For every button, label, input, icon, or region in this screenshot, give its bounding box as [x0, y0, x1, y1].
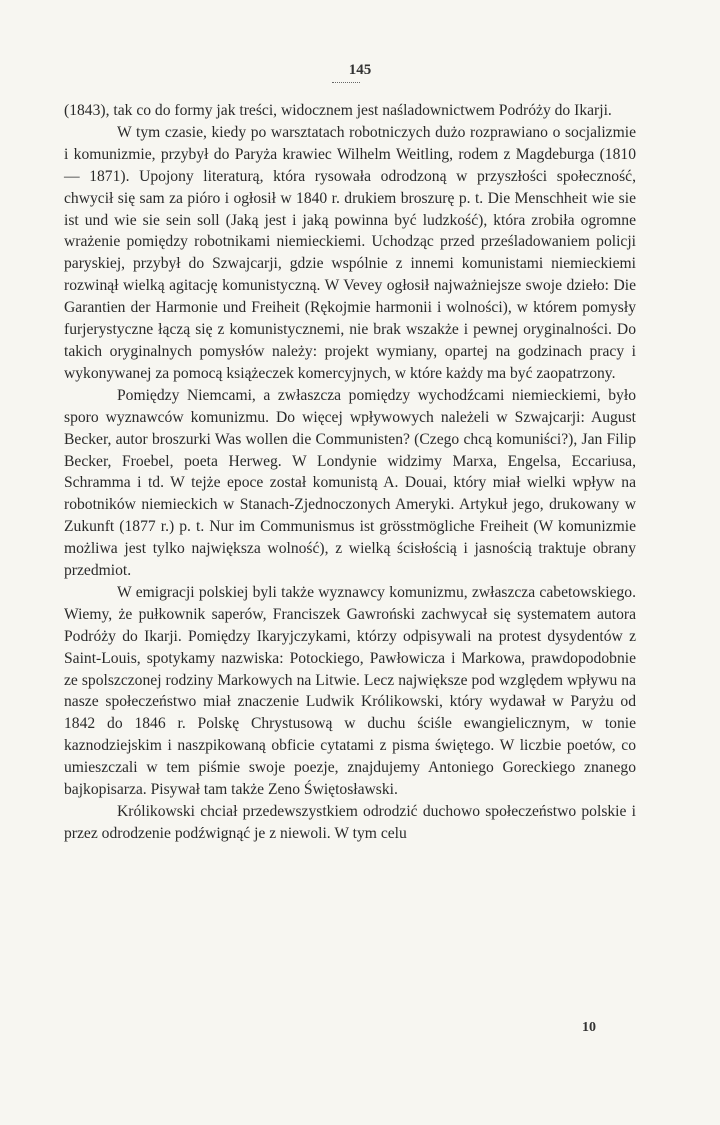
paragraph-weitling: W tym czasie, kiedy po warsztatach robotniczych dużo rozprawiano o socjalizmie i komunizmie, przybył do Paryża krawiec Wilhelm Weitling, rodem z Magdeburga (1810 — 1871). Upojony literaturą, która rysowała odrodzoną w przyszłości społeczność, chwycił się sam za pióro i ogłosił w 1840 r. drukiem broszurę p. t. Die Menschheit wie sie ist und wie sie sein soll (Jaką jest i jaką powinna być ludzkość), która zrobiła ogromne wrażenie pomiędzy robotnikami niemieckiemi. Uchodząc przed prześladowaniem policji paryskiej, przybył do Szwajcarji, gdzie wspólnie z innemi komunistami niemieckiemi rozwinął wielką agitację komunistyczną. W Vevey ogłosił najważniejsze swoje dzieło: Die Garantien der Harmonie und Freiheit (Rękojmie harmonii i wolności), w którem pomysły furjerystyczne łączą się z komunistycznemi, nie brak wszakże i pewnej oryginalności. Do takich oryginalnych pomysłów należy: projekt wymiany, opartej na godzinach pracy i wykonywanej za pomocą książeczek komercyjnych, w które każdy ma być zaopatrzony. [64, 123, 636, 382]
page-number-underline [332, 82, 360, 83]
paragraph-continuation: (1843), tak co do formy jak treści, widocznem jest naśladownictwem Podróży do Ikarji. [64, 102, 612, 119]
body-text [64, 100, 636, 845]
page-number: 145 [348, 62, 372, 78]
printer-signature-mark: 10 [582, 1020, 596, 1035]
paragraph-polish-emigration: W emigracji polskiej byli także wyznawcy komunizmu, zwłaszcza cabetowskiego. Wiemy, że pułkownik saperów, Franciszek Gawroński zachwycał się systematem autora Podróży do Ikarji. Pomiędzy Ikaryjczykami, którzy odpisywali na protest dysydentów z Saint-Louis, spotykamy nazwiska: Potockiego, Pawłowicza i Markowa, prawdopodobnie ze spolszczonej rodziny Markowych na Litwie. Lecz największe pod względem wpływu na nasze społeczeństwo miał znaczenie Ludwik Królikowski, który wydawał w Paryżu od 1842 do 1846 r. Polskę Chrystusową w duchu ściśle ewangielicznym, w tonie kaznodziejskim i naszpikowaną obficie cytatami z pisma świętego. W liczbie poetów, co umieszczali w tem piśmie swoje poezje, znajdujemy Antoniego Goreckiego znanego bajkopisarza. Pisywał tam także Zeno Świętosławski. [64, 583, 636, 799]
paragraph-german-communists: Pomiędzy Niemcami, a zwłaszcza pomiędzy wychodźcami niemieckiemi, było sporo wyznawców komunizmu. Do więcej wpływowych należeli w Szwajcarji: August Becker, autor broszurki Was wollen die Communisten? (Czego chcą komuniści?), Jan Filip Becker, Froebel, poeta Herweg. W Londynie widzimy Marxa, Engelsa, Eccariusa, Schramma i td. W tejże epoce został komunistą A. Douai, który miał wielki wpływ na robotników niemieckich w Stanach-Zjednoczonych Ameryki. Artykuł jego, drukowany w Zukunft (1877 r.) p. t. Nur im Communismus ist grösstmögliche Freiheit (W komunizmie możliwa jest tylko największa wolność), z wielką ścisłością i jasnością traktuje obrany przedmiot. [64, 386, 636, 580]
paragraph-krolikowski: Królikowski chciał przedewszystkiem odrodzić duchowo społeczeństwo polskie i przez odrodzenie podźwignąć je z niewoli. W tym celu [64, 803, 636, 842]
